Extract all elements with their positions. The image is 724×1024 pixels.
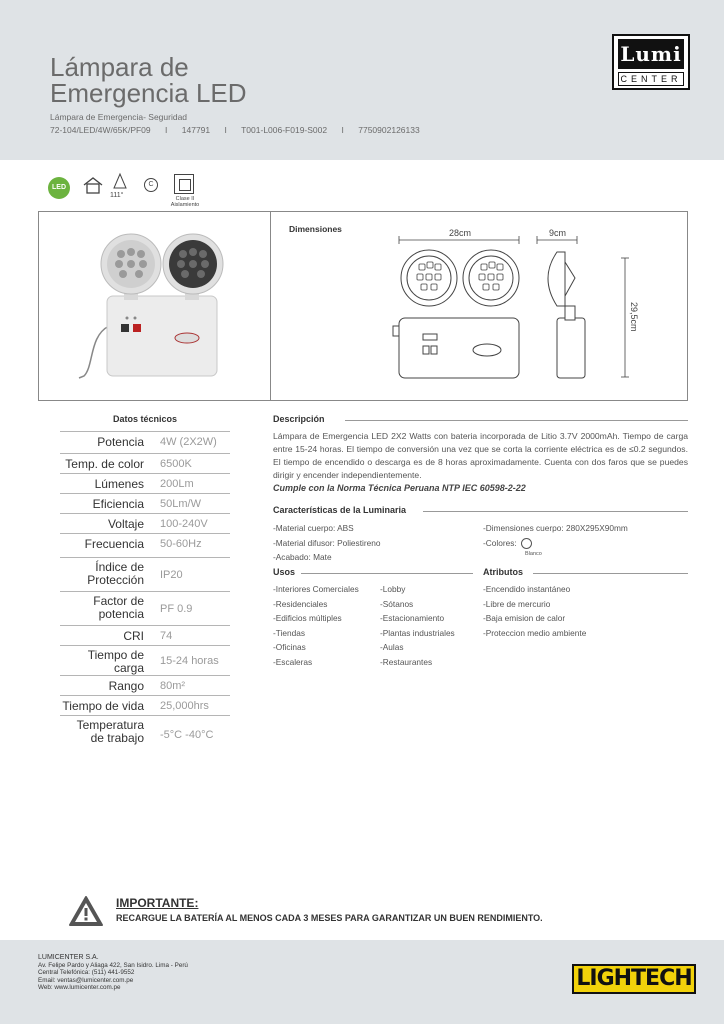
list-item: -Edificios múltiples: [273, 613, 342, 624]
ce-mark-icon: C: [144, 178, 158, 192]
characteristics-block: [273, 521, 688, 567]
spec-label: Voltaje: [107, 517, 144, 531]
list-item: -Tiendas: [273, 627, 305, 638]
spec-label: Temp. de color: [65, 457, 144, 471]
spec-value: 50Lm/W: [160, 498, 201, 510]
product-box: [38, 211, 688, 401]
characteristics-heading: [273, 505, 688, 517]
spec-row: [60, 513, 230, 533]
spec-row: [60, 557, 230, 591]
heading-rule: [301, 573, 473, 574]
logo-center-text: CENTER: [618, 72, 684, 86]
list-item: -Plantas industriales: [380, 627, 455, 638]
indoor-house-icon: [82, 176, 104, 194]
spec-label: Rango: [108, 679, 144, 693]
heading-rule: [345, 420, 688, 421]
header-band: [0, 0, 724, 160]
spec-row: [60, 625, 230, 645]
company-email: Email: ventas@lumicenter.com.pe: [38, 976, 134, 984]
characteristics-left: [273, 521, 380, 565]
spec-label: Potencia: [97, 435, 144, 449]
code-ean: 7750902126133: [358, 125, 420, 135]
beam-angle-label: 111°: [110, 192, 124, 199]
heading-rule: [533, 573, 688, 574]
page-title: [50, 54, 310, 106]
spec-row: [60, 473, 230, 493]
product-photo: [69, 226, 249, 386]
norm-text: Cumple con la Norma Técnica Peruana NTP IEC 60598-2-22: [273, 483, 526, 493]
list-item: -Encendido instantáneo: [483, 584, 571, 594]
beam-angle-icon: [112, 172, 128, 190]
company-phone: Central Telefónica: (511) 441-9552: [38, 969, 135, 977]
list-item: -Baja emision de calor: [483, 613, 566, 624]
class-label-line-2: Aislamiento: [170, 202, 200, 208]
footer-band: [0, 940, 724, 1024]
class-ii-insulation-icon: [174, 174, 194, 194]
lightech-logo: LIGHTECH: [572, 964, 696, 994]
right-column: [273, 414, 688, 677]
product-divider: [270, 212, 271, 400]
spec-label: Tiempo de vida: [62, 699, 144, 713]
list-item: -Proteccion medio ambiente: [483, 627, 587, 638]
spec-label: Lúmenes: [94, 477, 144, 491]
spec-row: [60, 431, 230, 453]
spec-row: [60, 493, 230, 513]
spec-label: CRI: [123, 629, 144, 643]
list-item: -Libre de mercurio: [483, 598, 551, 609]
dimensions-drawing: [379, 222, 639, 392]
list-item: -Interiores Comerciales: [273, 584, 359, 594]
lumicenter-logo: [612, 34, 690, 90]
company-web: Web: www.lumicenter.com.pe: [38, 984, 121, 992]
spec-label: Índice de Protección: [87, 560, 144, 587]
list-item: -Aulas: [380, 642, 404, 653]
list-item: -Acabado: Mate: [273, 552, 332, 563]
spec-row: [60, 533, 230, 557]
title-line-1: Lámpara de: [50, 52, 189, 82]
logo-lumi-text: Lumi: [618, 39, 684, 69]
spec-label: Eficiencia: [92, 497, 144, 511]
characteristics-title: Características de la Luminaria: [273, 505, 407, 515]
list-item: -Sótanos: [380, 598, 414, 609]
attributes-heading: [483, 567, 688, 579]
list-item: -Restaurantes: [380, 656, 433, 667]
spec-row: [60, 695, 230, 715]
code-separator: I: [341, 125, 344, 135]
dim-height-label: 29,5cm: [629, 302, 639, 332]
company-info: [38, 954, 188, 992]
list-item: -Escaleras: [273, 656, 313, 667]
spec-value: 200Lm: [160, 478, 194, 490]
code-separator: I: [165, 125, 168, 135]
technical-data-title: Datos técnicos: [112, 414, 178, 424]
spec-label: Temperatura de trabajo: [76, 718, 144, 745]
attributes-title: Atributos: [483, 567, 523, 577]
code-separator: I: [224, 125, 227, 135]
list-item: -Estacionamiento: [380, 613, 445, 624]
spec-row: [60, 675, 230, 695]
description-heading: [273, 414, 688, 426]
spec-label: Tiempo de carga: [87, 648, 144, 675]
code-reference: T001-L006-F019-S002: [241, 125, 328, 135]
warning-icon: [68, 895, 104, 927]
white-color-label: Blanco: [525, 551, 542, 557]
spec-value: 50-60Hz: [160, 538, 202, 550]
description-text: Lámpara de Emergencia LED 2X2 Watts con bateria incorporada de Litio 3.7V 2000mAh. Tiempo de carga entre 15-24 horas. El tiempo de conversión una vez que se corta la corriente eléctrica es de ≤0.2 segundos. El tiempo de encendido o descarga es de 8 horas aproximadamente. Cuenta con dos faros que se puedes dirigir y encender independientemente.: [273, 431, 688, 480]
spec-value: 80m²: [160, 680, 186, 692]
spec-value: 6500K: [160, 458, 192, 470]
class-label-line-1: Clase II: [175, 196, 195, 202]
list-item: -Residenciales: [273, 598, 328, 609]
page-subtitle: Lámpara de Emergencia- Seguridad: [50, 112, 188, 122]
led-badge-icon: LED: [48, 177, 70, 199]
spec-label: Factor de potencia: [93, 594, 144, 621]
important-title: IMPORTANTE:: [116, 896, 199, 910]
heading-rule: [423, 511, 688, 512]
spec-value: -5°C -40°C: [160, 729, 214, 741]
title-line-2: Emergencia LED: [50, 78, 247, 108]
code-sku: 147791: [181, 125, 211, 135]
spec-row: [60, 453, 230, 473]
colors-label: -Colores:: [483, 537, 517, 548]
dimensions-title: Dimensiones: [289, 224, 342, 234]
code-model: 72-104/LED/4W/65K/PF09: [50, 125, 151, 135]
uses-attributes-block: [273, 567, 688, 677]
spec-value: 15-24 horas: [160, 655, 219, 667]
description-title: Descripción: [273, 414, 325, 424]
important-text: RECARGUE LA BATERÍA AL MENOS CADA 3 MESES PARA GARANTIZAR UN BUEN RENDIMIENTO.: [116, 913, 543, 923]
technical-data-table: [60, 431, 230, 753]
white-color-swatch: [521, 538, 532, 549]
characteristics-right: [483, 521, 628, 550]
spec-value: PF 0.9: [160, 603, 193, 615]
company-address: Av. Felipe Pardo y Aliaga 422, San Isidro. Lima - Perú: [38, 961, 188, 969]
spec-row: [60, 591, 230, 625]
list-item: -Material cuerpo: ABS: [273, 523, 354, 533]
attributes-list: [483, 582, 586, 640]
spec-value: 74: [160, 630, 173, 642]
class-ii-label: [168, 196, 202, 208]
dim-width-label: 28cm: [449, 228, 472, 238]
spec-value: 25,000hrs: [160, 700, 209, 712]
spec-row: [60, 645, 230, 675]
uses-title: Usos: [273, 567, 296, 577]
company-name: LUMICENTER S.A.: [38, 954, 99, 961]
spec-value: 100-240V: [160, 518, 208, 530]
spec-value: IP20: [160, 569, 183, 581]
title-block: [50, 54, 310, 122]
list-item: [483, 536, 628, 551]
uses-list-2: [380, 582, 455, 670]
product-codes: [50, 125, 432, 135]
certification-icons: [48, 172, 348, 208]
uses-heading: [273, 567, 473, 579]
spec-row: [60, 715, 230, 753]
dim-depth-label: 9cm: [549, 228, 567, 238]
list-item: -Lobby: [380, 584, 406, 594]
list-item: -Dimensiones cuerpo: 280X295X90mm: [483, 523, 628, 533]
spec-value: 4W (2X2W): [160, 436, 217, 448]
list-item: -Oficinas: [273, 642, 306, 653]
spec-label: Frecuencia: [84, 537, 144, 551]
list-item: -Material difusor: Poliestireno: [273, 537, 381, 548]
uses-list-1: [273, 582, 359, 670]
technical-data: [60, 414, 230, 753]
